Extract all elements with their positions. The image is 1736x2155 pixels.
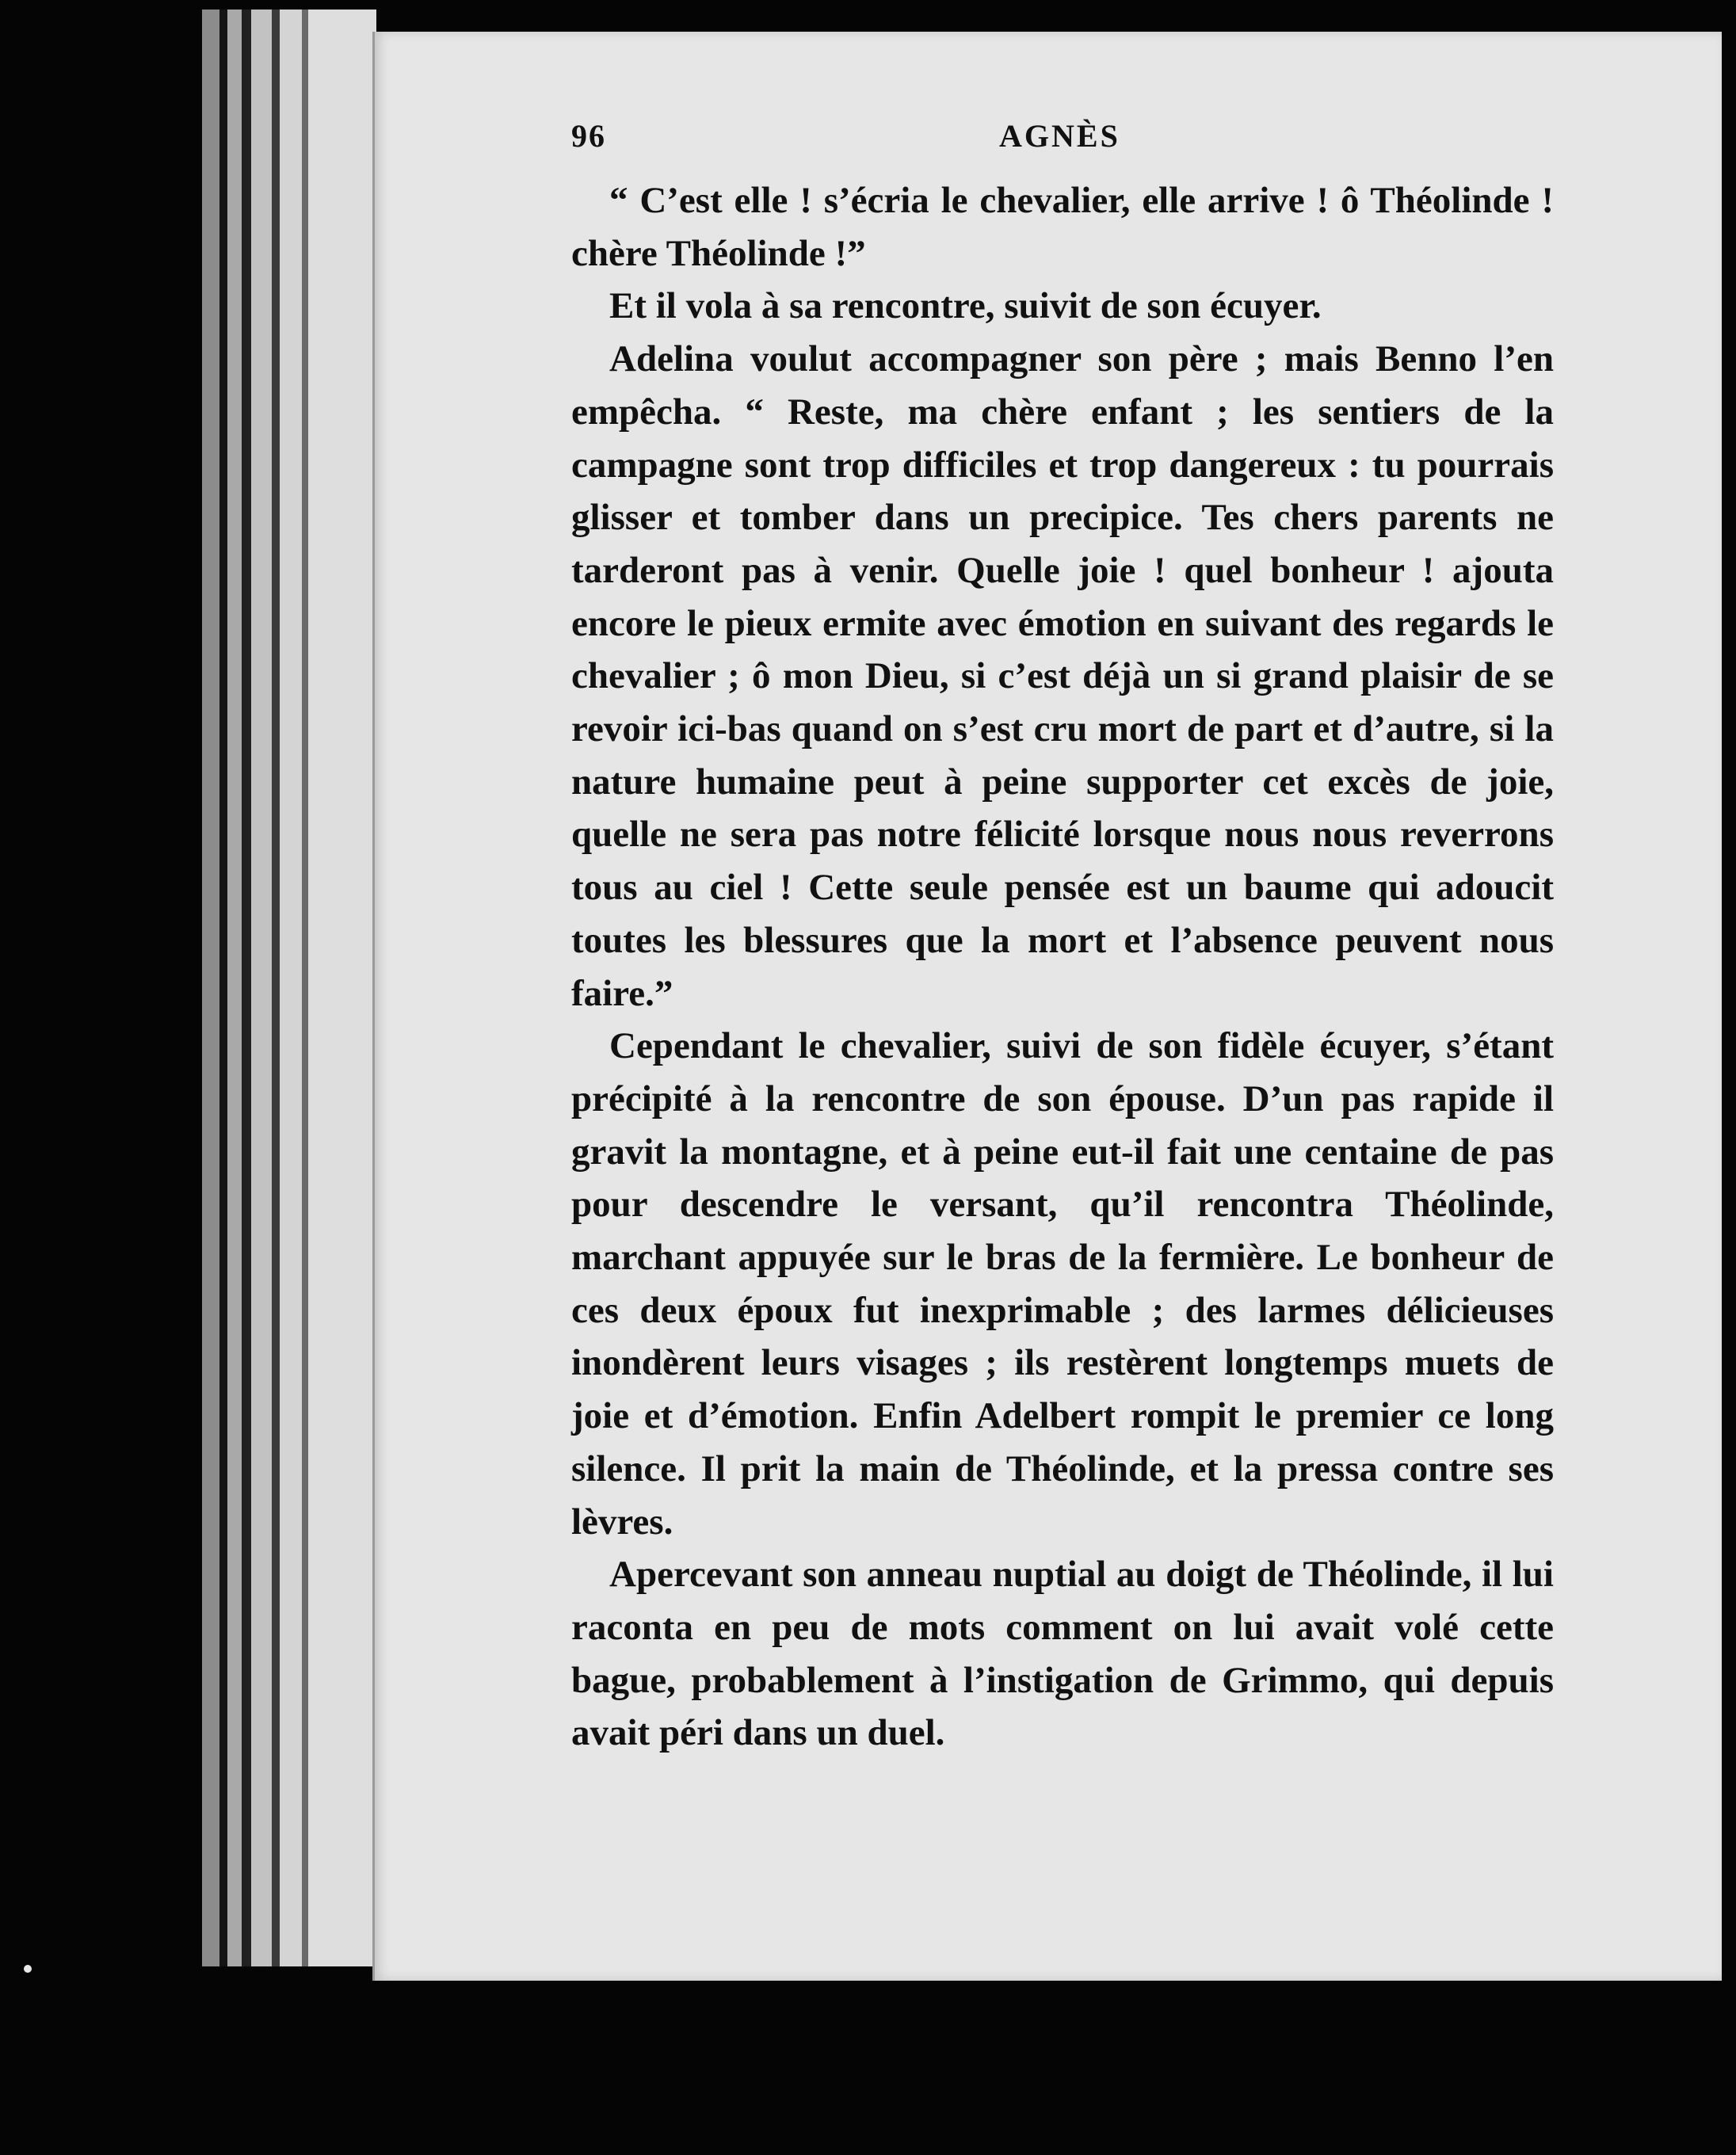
paragraph: Adelina voulut accompagner son père ; mais Benno l’en empêcha. “ Reste, ma chère enfant ; les sentiers de la campagne sont trop difficiles et trop dangereux : tu pourrais glisser et tomber dans un precipice. Tes chers parents ne tarderont pas à venir. Quelle joie ! quel bonheur ! ajouta encore le pieux ermite avec émotion en suivant des regards le chevalier ; ô mon Dieu, si c’est déjà un si grand plaisir de se revoir ici-bas quand on s’est cru mort de part et d’autre, si la nature humaine peut à peine supporter cet excès de joie, quelle ne sera pas notre félicité lorsque nous nous reverrons tous au ciel ! Cette seule pensée est un baume qui adoucit toutes les blessures que la mort et l’absence peuvent nous faire.”	[571, 338, 1554, 1014]
paragraph: Apercevant son anneau nuptial au doigt de Théolinde, il lui raconta en peu de mots comment on lui avait volé cette bague, probablement à l’instigation de Grimmo, qui depuis avait péri dans un duel.	[571, 1554, 1554, 1754]
page-number: 96	[571, 118, 606, 154]
paragraph: Et il vola à sa rencontre, suivit de son écuyer.	[609, 285, 1322, 327]
page-edge	[302, 10, 308, 1966]
book-page	[372, 32, 1722, 1981]
page-edge	[227, 10, 242, 1966]
paragraph: Cependant le chevalier, suivi de son fidèle écuyer, s’étant précipité à la rencontre de son épouse. D’un pas rapide il gravit la montagne, et à peine eut-il fait une centaine de pas pour descendre le versant, qu’il rencontra Théolinde, marchant appuyée sur le bras de la fermière. Le bonheur de ces deux époux fut inexprimable ; des larmes délicieuses inondèrent leurs visages ; ils restèrent longtemps muets de joie et d’émotion. Enfin Adelbert rompit le premier ce long silence. Il prit la main de Théolinde, et la pressa contre ses lèvres.	[571, 1025, 1554, 1543]
paragraph: “ C’est elle ! s’écria le chevalier, elle arrive ! ô Théolinde ! chère Théolinde !”	[571, 180, 1554, 274]
running-title: AGNÈS	[999, 118, 1120, 154]
page-edge	[242, 10, 251, 1966]
page-edge	[272, 10, 280, 1966]
book-page-edges	[202, 10, 376, 1966]
running-head	[571, 117, 1554, 173]
page-edge	[308, 10, 376, 1966]
page-edge	[251, 10, 272, 1966]
page-edge	[280, 10, 302, 1966]
body-text	[571, 174, 1554, 1760]
page-edge	[219, 10, 227, 1966]
page-content	[571, 117, 1554, 1760]
scan-speck	[24, 1965, 32, 1973]
page-edge	[202, 10, 219, 1966]
